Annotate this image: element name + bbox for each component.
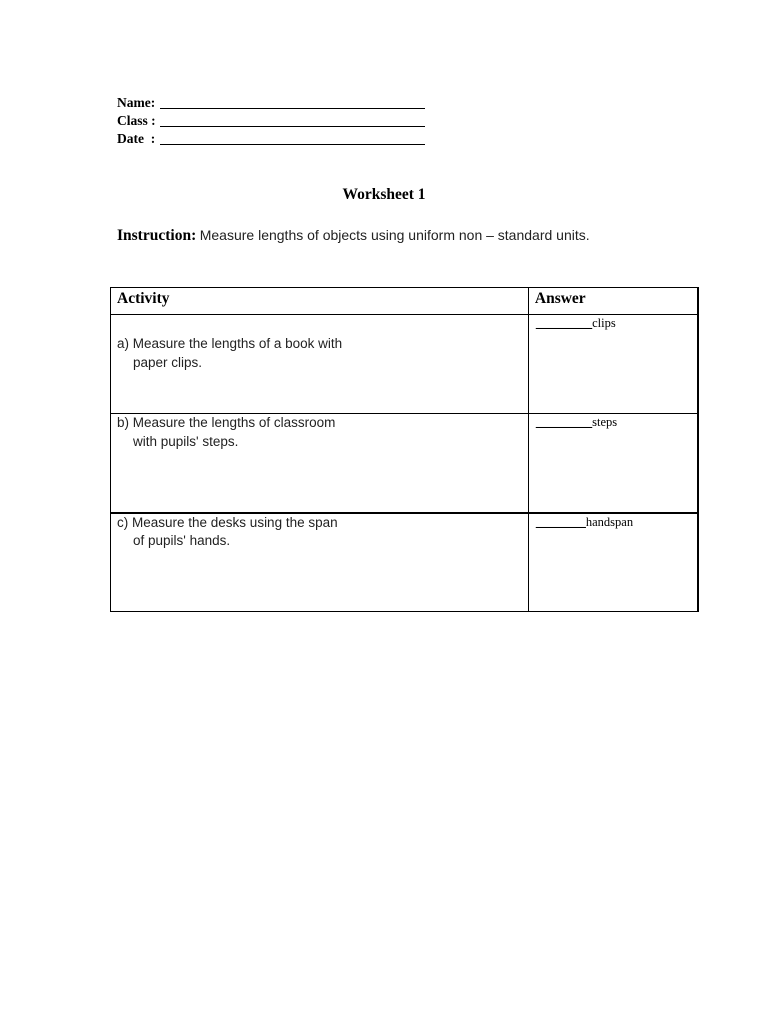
name-blank-line[interactable] — [160, 95, 425, 109]
activity-cell — [111, 513, 529, 612]
answer-unit: handspan — [585, 514, 634, 529]
answer-cell — [528, 513, 698, 612]
date-field-row — [117, 130, 425, 148]
instruction — [117, 227, 590, 245]
date-label: Date : — [117, 131, 156, 146]
table-row — [111, 315, 699, 414]
answer-field[interactable] — [529, 315, 697, 331]
answer-field[interactable] — [529, 414, 697, 430]
activity-text: b) Measure the lengths of classroom with pupils' steps. — [117, 415, 336, 449]
table-header-row — [111, 288, 699, 315]
activity-cell — [111, 414, 529, 513]
class-field-row — [117, 112, 425, 130]
answer-blank[interactable]: ________ — [535, 514, 586, 529]
activity-text: c) Measure the desks using the span of pupils' hands. — [117, 514, 338, 548]
table-row — [111, 414, 699, 513]
answer-blank[interactable]: _________ — [535, 415, 593, 429]
answer-blank[interactable]: _________ — [535, 316, 593, 330]
student-info-fields — [117, 94, 425, 148]
worksheet-title: Worksheet 1 — [342, 186, 426, 203]
date-blank-line[interactable] — [160, 131, 425, 145]
answer-cell — [528, 315, 698, 414]
activity-table — [110, 287, 699, 612]
activity-cell — [111, 315, 529, 414]
answer-unit: clips — [592, 316, 616, 330]
class-blank-line[interactable] — [160, 113, 425, 127]
name-field-row — [117, 94, 425, 112]
name-label: Name: — [117, 95, 156, 110]
answer-unit: steps — [592, 415, 618, 429]
answer-cell — [528, 414, 698, 513]
table-row — [111, 513, 699, 612]
activity-column-header: Activity — [111, 288, 529, 315]
activity-text: a) Measure the lengths of a book with paper clips. — [117, 336, 343, 370]
instruction-lead: Instruction: — [117, 227, 197, 244]
instruction-text: Measure lengths of objects using uniform non – standard units. — [199, 227, 590, 243]
answer-field[interactable] — [529, 514, 697, 530]
class-label: Class : — [117, 113, 156, 128]
answer-column-header: Answer — [528, 288, 698, 315]
